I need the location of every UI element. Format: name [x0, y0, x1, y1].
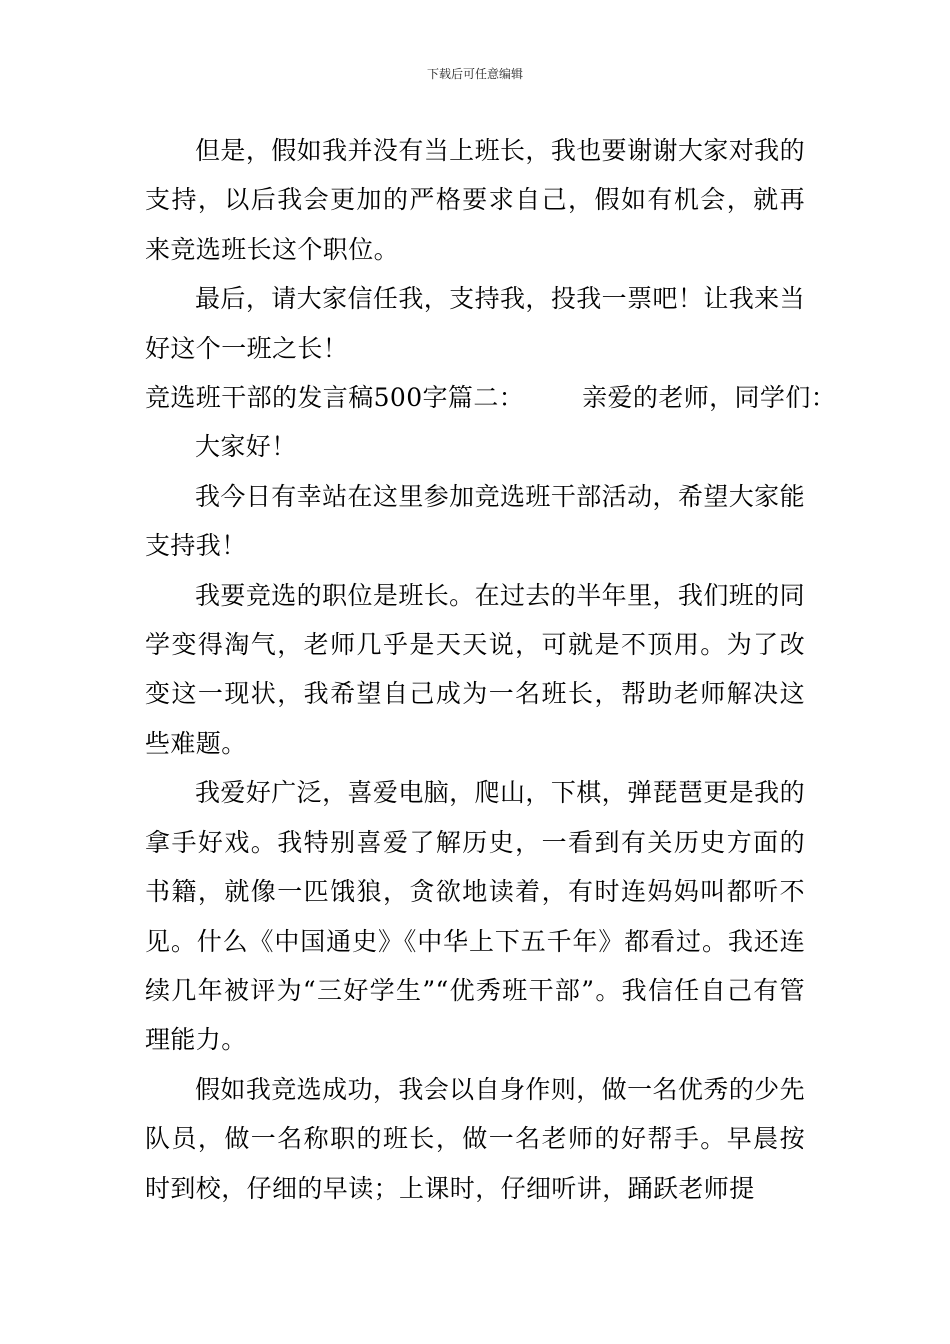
paragraph: 但是，假如我并没有当上班长，我也要谢谢大家对我的支持，以后我会更加的严格要求自己，假如有机会，就再来竞选班长这个职位。 — [145, 136, 805, 264]
paragraph: 我要竞选的职位是班长。在过去的半年里，我们班的同学变得淘气，老师几乎是天天说，可就是不顶用。为了改变这一现状，我希望自己成为一名班长，帮助老师解决这些难题。 — [145, 580, 805, 758]
paragraph: 大家好！ — [195, 432, 297, 462]
paragraph: 最后，请大家信任我，支持我，投我一票吧！让我来当好这个一班之长！ — [145, 284, 805, 363]
paragraph: 我今日有幸站在这里参加竞选班干部活动，希望大家能支持我！ — [145, 481, 805, 561]
section-heading-line — [145, 373, 837, 422]
salutation: 亲爱的老师，同学们： — [582, 383, 837, 413]
section-heading-title: 竞选班干部的发言稿500字篇二： — [145, 383, 525, 413]
paragraph: 我爱好广泛，喜爱电脑，爬山，下棋，弹琵琶更是我的拿手好戏。我特别喜爱了解历史，一看到有关历史方面的书籍，就像一匹饿狼，贪欲地读着，有时连妈妈叫都听不见。什么《中国通史》《中华上下五千年》都看过。我还连续几年被评为“三好学生”“优秀班干部”。我信任自己有管理能力。 — [145, 778, 805, 1055]
paragraph: 假如我竞选成功，我会以自身作则，做一名优秀的少先队员，做一名称职的班长，做一名老师的好帮手。早晨按时到校，仔细的早读；上课时，仔细听讲，踊跃老师提 — [145, 1074, 805, 1203]
document-body — [145, 126, 837, 1213]
page-header: 下载后可任意编辑 — [426, 67, 523, 81]
